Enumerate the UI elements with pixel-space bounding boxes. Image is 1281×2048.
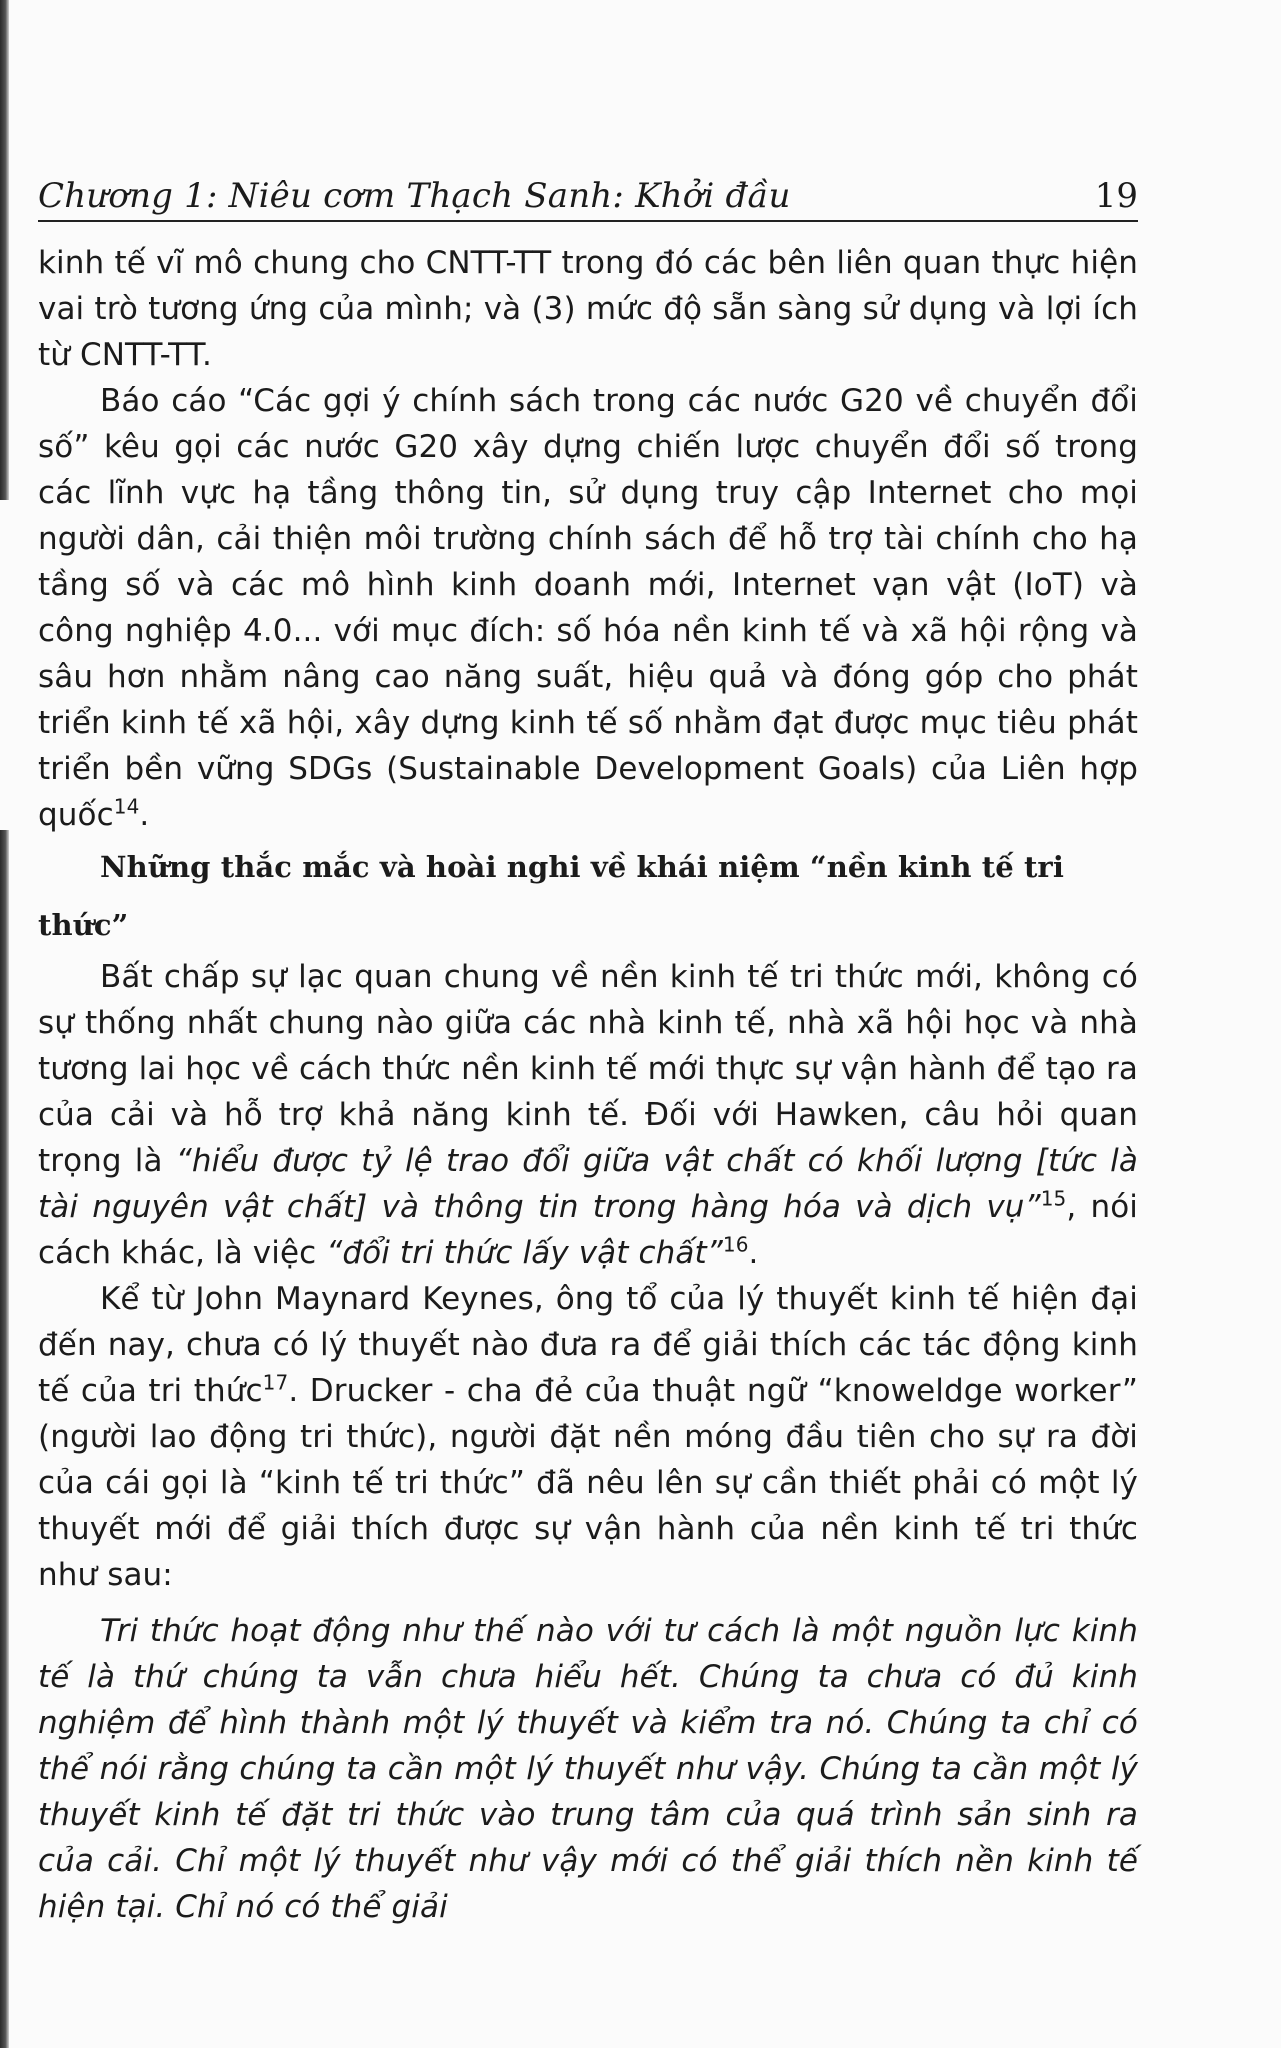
paragraph-4-text-b: . Drucker - cha đẻ của thuật ngữ “knoweldge worker” (người lao động tri thức), người đặt nền móng đầu tiên cho sự ra đời của cái gọi là “kinh tế tri thức” đã nêu lên sự cần thiết phải có một lý thuyết mới để giải thích được sự vận hành của nền kinh tế tri thức như sau: — [38, 1373, 1138, 1593]
paragraph-3-quote-2: “đổi tri thức lấy vật chất” — [326, 1235, 723, 1271]
paragraph-3-text-b: , nói cách khác, là việc — [38, 1189, 1139, 1271]
body-text — [38, 240, 1138, 1930]
paragraph-2 — [38, 378, 1138, 838]
paragraph-4-text-a: Kể từ John Maynard Keynes, ông tổ của lý thuyết kinh tế hiện đại đến nay, chưa có lý thuyết nào đưa ra để giải thích các tác động kinh tế của tri thức — [38, 1281, 1138, 1409]
footnote-ref-15[interactable]: 15 — [1040, 1186, 1067, 1211]
footnote-ref-17[interactable]: 17 — [262, 1370, 289, 1395]
paragraph-3-text-a: Bất chấp sự lạc quan chung về nền kinh tế tri thức mới, không có sự thống nhất chung nào giữa các nhà kinh tế, nhà xã hội học và nhà tương lai học về cách thức nền kinh tế mới thực sự vận hành để tạo ra của cải và hỗ trợ khả năng kinh tế. Đối với Hawken, câu hỏi quan trọng là — [38, 959, 1138, 1179]
block-quote: Tri thức hoạt động như thế nào với tư cách là một nguồn lực kinh tế là thứ chúng ta vẫn chưa hiểu hết. Chúng ta chưa có đủ kinh nghiệm để hình thành một lý thuyết và kiểm tra nó. Chúng ta chỉ có thể nói rằng chúng ta cần một lý thuyết như vậy. Chúng ta cần một lý thuyết kinh tế đặt tri thức vào trung tâm của quá trình sản sinh ra của cải. Chỉ một lý thuyết như vậy mới có thể giải thích nền kinh tế hiện tại. Chỉ nó có thể giải — [38, 1613, 1138, 1925]
scan-edge — [0, 0, 9, 2048]
paragraph-3 — [38, 954, 1138, 1276]
paragraph-2-end: . — [139, 797, 150, 833]
chapter-title: Chương 1: Niêu cơm Thạch Sanh: Khởi đầu — [38, 176, 791, 216]
paragraph-4 — [38, 1276, 1138, 1598]
paragraph-3-end: . — [748, 1235, 759, 1271]
footnote-ref-14[interactable]: 14 — [113, 794, 140, 819]
book-page — [38, 160, 1138, 1930]
scan-notch — [0, 500, 14, 830]
footnote-ref-16[interactable]: 16 — [722, 1232, 749, 1257]
section-heading: Những thắc mắc và hoài nghi về khái niệm “nền kinh tế tri thức” — [38, 850, 1064, 942]
page-number: 19 — [1094, 176, 1138, 216]
running-header — [38, 160, 1138, 222]
paragraph-3-quote-1: “hiểu được tỷ lệ trao đổi giữa vật chất có khối lượng [tức là tài nguyên vật chất] và thông tin trong hàng hóa và dịch vụ” — [38, 1143, 1138, 1225]
paragraph-2-text: Báo cáo “Các gợi ý chính sách trong các nước G20 về chuyển đổi số” kêu gọi các nước G20 xây dựng chiến lược chuyển đổi số trong các lĩnh vực hạ tầng thông tin, sử dụng truy cập Internet cho mọi người dân, cải thiện môi trường chính sách để hỗ trợ tài chính cho hạ tầng số và các mô hình kinh doanh mới, Internet vạn vật (IoT) và công nghiệp 4.0... với mục đích: số hóa nền kinh tế và xã hội rộng và sâu hơn nhằm nâng cao năng suất, hiệu quả và đóng góp cho phát triển kinh tế xã hội, xây dựng kinh tế số nhằm đạt được mục tiêu phát triển bền vững SDGs (Sustainable Development Goals) của Liên hợp quốc — [38, 383, 1138, 833]
paragraph-1: kinh tế vĩ mô chung cho CNTT-TT trong đó các bên liên quan thực hiện vai trò tương ứng của mình; và (3) mức độ sẵn sàng sử dụng và lợi ích từ CNTT-TT. — [38, 245, 1138, 373]
